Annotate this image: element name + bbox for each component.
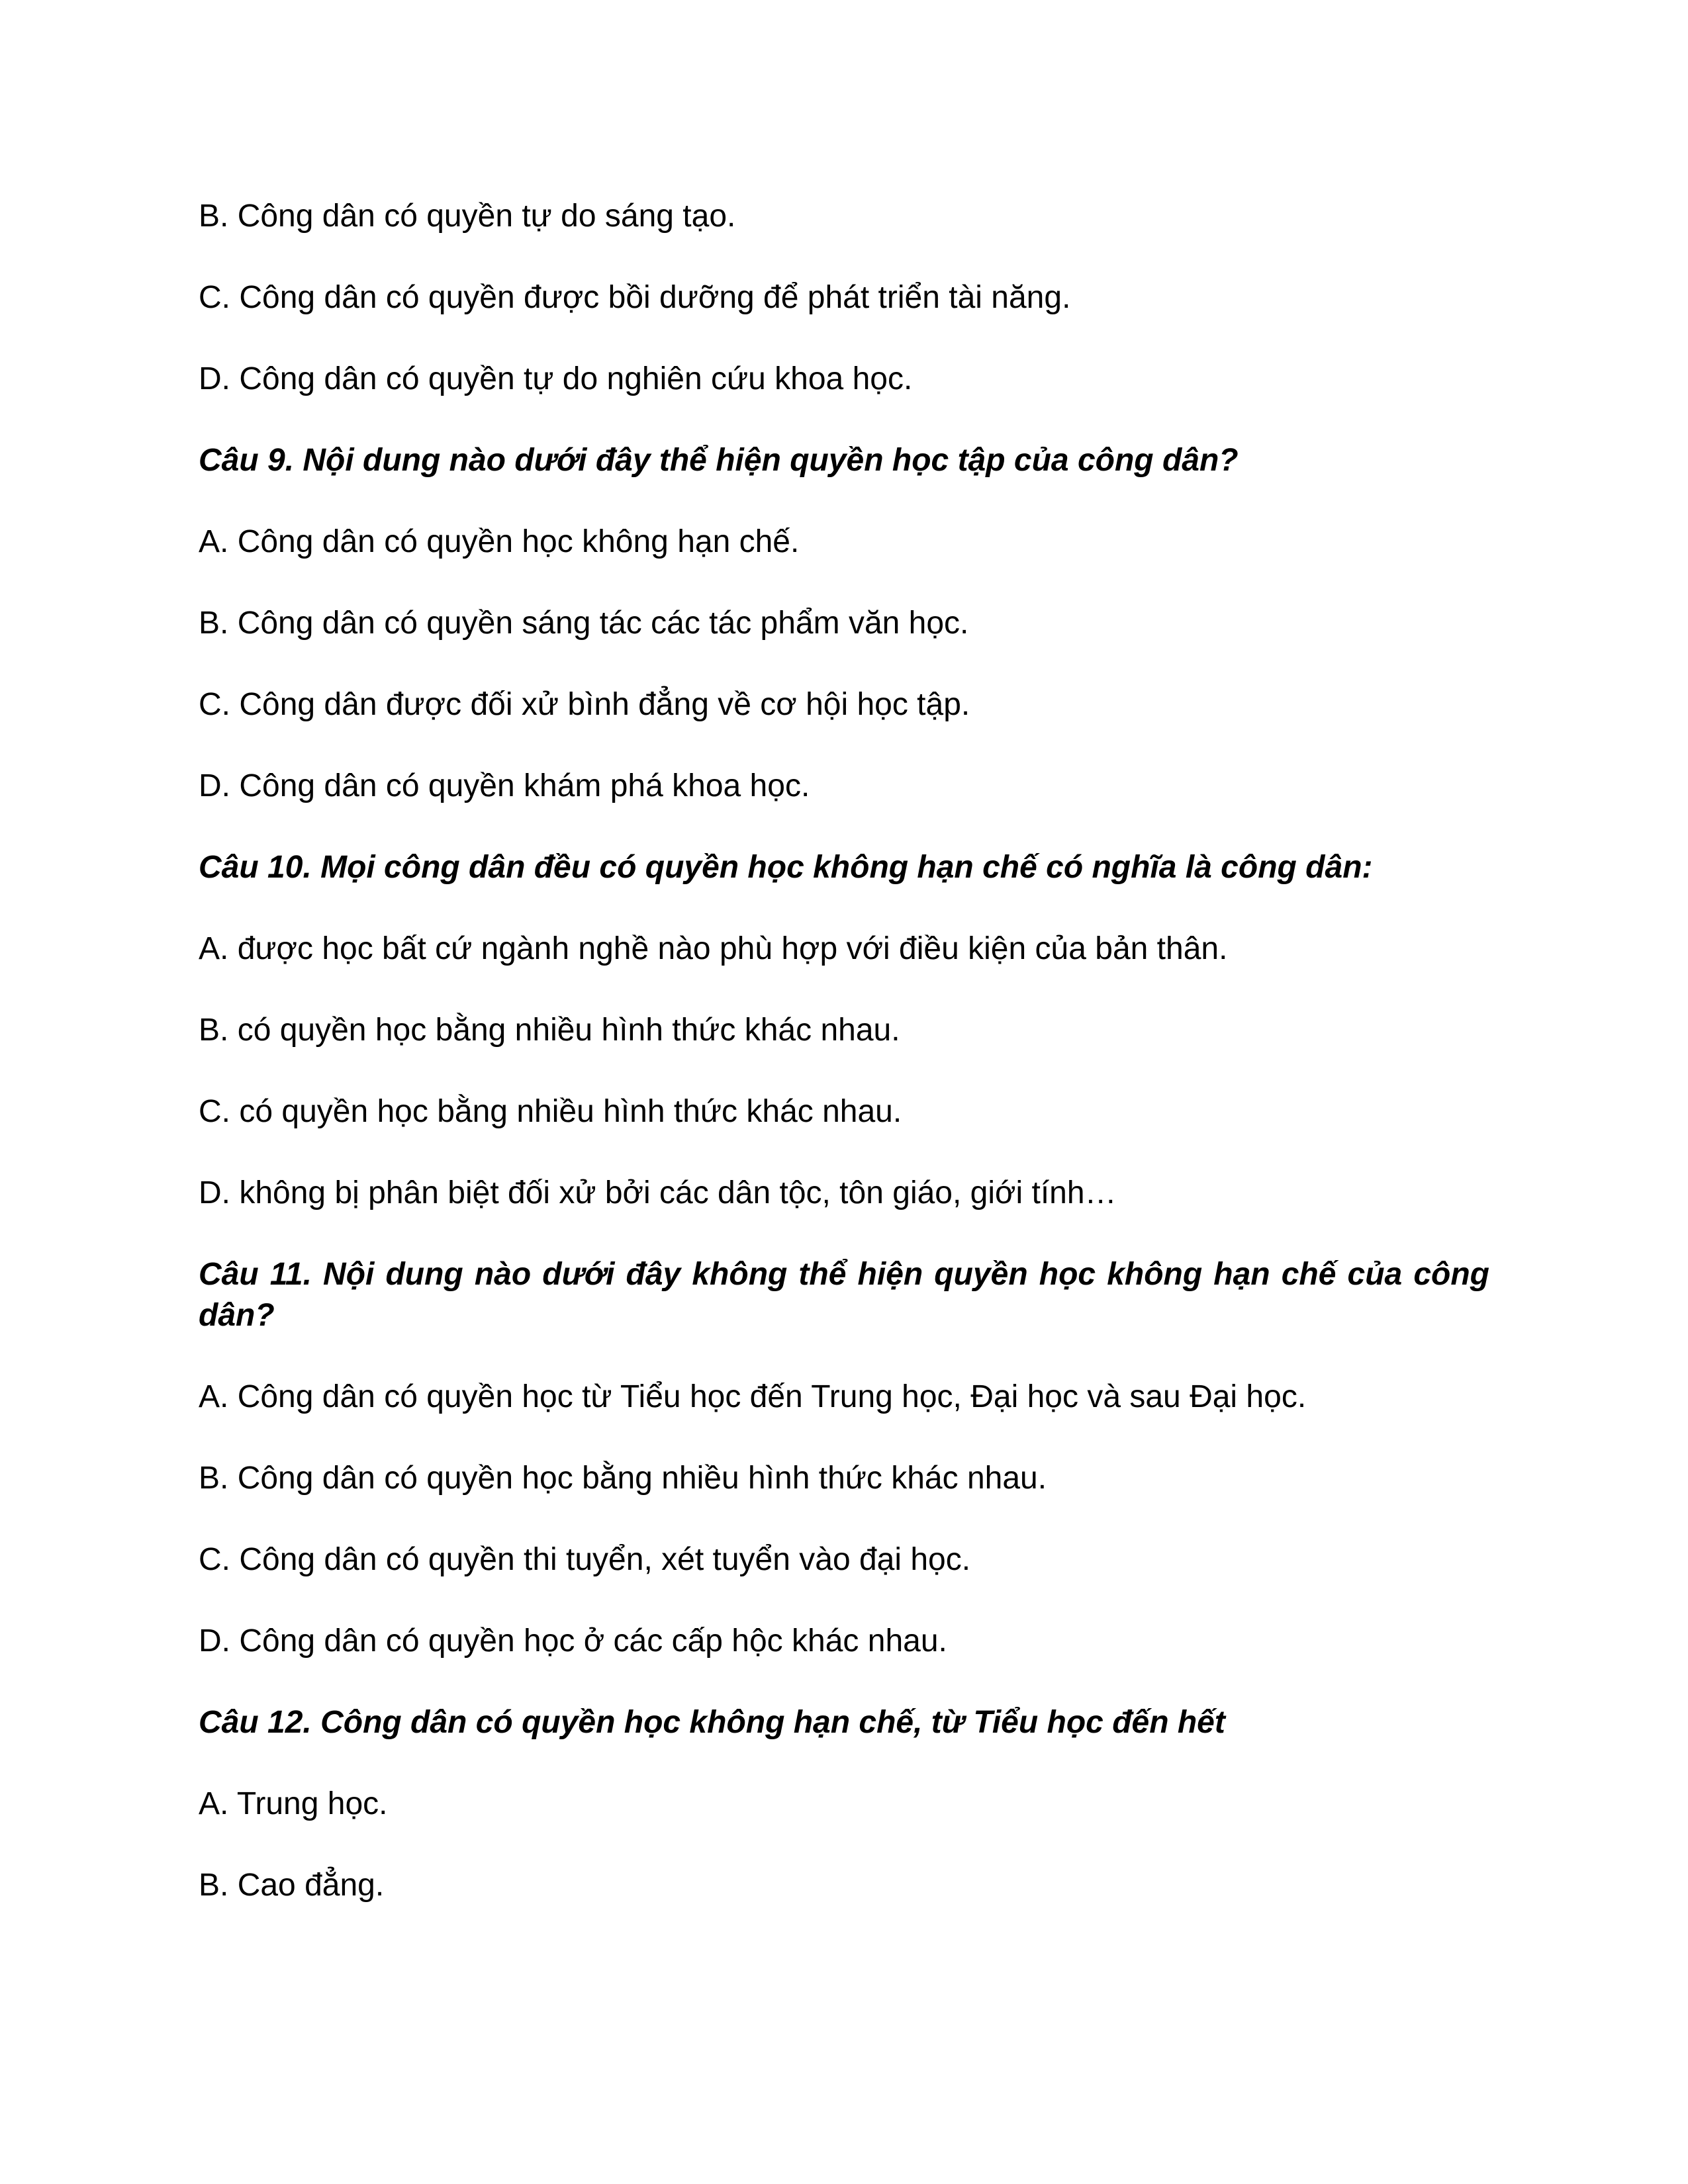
question-heading: Câu 9. Nội dung nào dưới đây thể hiện quyền học tập của công dân? <box>199 443 1239 478</box>
answer-option: D. Công dân có quyền tự do nghiên cứu khoa học. <box>199 361 913 396</box>
answer-option: C. Công dân được đối xử bình đẳng về cơ hội học tập. <box>199 687 970 722</box>
document-body <box>199 196 1489 1946</box>
answer-option: D. không bị phân biệt đối xử bởi các dân tộc, tôn giáo, giới tính… <box>199 1175 1117 1210</box>
answer-option: A. Công dân có quyền học không hạn chế. <box>199 524 800 559</box>
answer-option: C. có quyền học bằng nhiều hình thức khác nhau. <box>199 1094 902 1129</box>
question-heading: Câu 12. Công dân có quyền học không hạn chế, từ Tiểu học đến hết <box>199 1705 1225 1740</box>
answer-option: A. được học bất cứ ngành nghề nào phù hợp với điều kiện của bản thân. <box>199 931 1228 966</box>
answer-option: B. Cao đẳng. <box>199 1868 385 1903</box>
answer-option: B. Công dân có quyền học bằng nhiều hình thức khác nhau. <box>199 1461 1047 1496</box>
answer-option: D. Công dân có quyền khám phá khoa học. <box>199 768 810 803</box>
answer-option: B. có quyền học bằng nhiều hình thức khác nhau. <box>199 1013 900 1048</box>
question-heading: Câu 11. Nội dung nào dưới đây không thể hiện quyền học không hạn chế của công dân? <box>199 1257 1489 1333</box>
answer-option: C. Công dân có quyền thi tuyển, xét tuyển vào đại học. <box>199 1542 971 1577</box>
answer-option: C. Công dân có quyền được bồi dưỡng để phát triển tài năng. <box>199 280 1071 315</box>
answer-option: D. Công dân có quyền học ở các cấp hộc khác nhau. <box>199 1623 947 1659</box>
answer-option: A. Trung học. <box>199 1786 388 1821</box>
answer-option: B. Công dân có quyền tự do sáng tạo. <box>199 199 736 234</box>
answer-option: B. Công dân có quyền sáng tác các tác phẩm văn học. <box>199 606 969 641</box>
answer-option: A. Công dân có quyền học từ Tiểu học đến Trung học, Đại học và sau Đại học. <box>199 1379 1307 1414</box>
question-heading: Câu 10. Mọi công dân đều có quyền học không hạn chế có nghĩa là công dân: <box>199 850 1373 885</box>
